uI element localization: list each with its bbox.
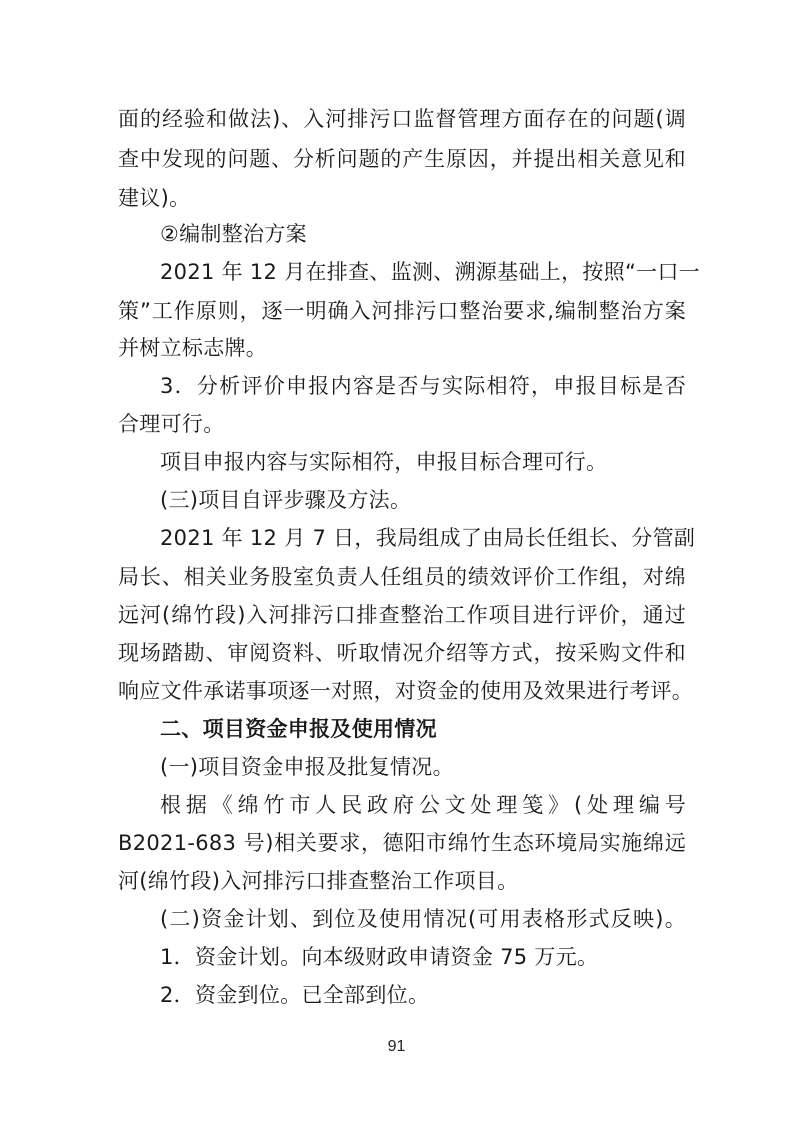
paragraph-line: 项目申报内容与实际相符，申报目标合理可行。 [160,450,608,474]
paragraph-line: 2021 年 12 月 7 日，我局组成了由局长任组长、分管副 [160,526,696,550]
paragraph-line: 现场踏勘、审阅资料、听取情况介绍等方式，按采购文件和 [118,641,686,665]
paragraph-line: 1．资金计划。向本级财政申请资金 75 万元。 [160,945,599,969]
page-number: 91 [387,1038,406,1055]
paragraph-line: 根据《绵竹市人民政府公文处理笺》(处理编号 [160,793,686,817]
paragraph-line: 2．资金到位。已全部到位。 [160,983,430,1007]
paragraph-line: 2021 年 12 月在排查、监测、溯源基础上，按照“一口一 [160,260,701,284]
chapter-heading: 二、项目资金申报及使用情况 [160,717,437,741]
paragraph-line: 并树立标志牌。 [118,336,268,360]
paragraph-line: 远河(绵竹段)入河排污口排查整治工作项目进行评价，通过 [118,603,686,627]
paragraph-line: 面的经验和做法)、入河排污口监督管理方面存在的问题(调 [118,107,686,131]
paragraph-line: 策”工作原则，逐一明确入河排污口整治要求,编制整治方案 [118,299,686,323]
paragraph-line: B2021-683 号)相关要求，德阳市绵竹生态环境局实施绵远 [118,831,686,855]
subsection-heading: ②编制整治方案 [160,222,307,246]
paragraph-line: 建议)。 [118,186,191,210]
paragraph-line: 河(绵竹段)入河排污口排查整治工作项目。 [118,869,519,893]
paragraph-line: 查中发现的问题、分析问题的产生原因，并提出相关意见和 [118,147,686,171]
section-heading: (三)项目自评步骤及方法。 [160,488,412,512]
section-heading: (二)资金计划、到位及使用情况(可用表格形式反映)。 [160,907,686,931]
section-heading: (一)项目资金申报及批复情况。 [160,755,454,779]
paragraph-line: 响应文件承诺事项逐一对照，对资金的使用及效果进行考评。 [118,679,694,703]
paragraph-line: 局长、相关业务股室负责人任组员的绩效评价工作组，对绵 [118,565,686,589]
paragraph-line: 3．分析评价申报内容是否与实际相符，申报目标是否 [160,374,686,398]
paragraph-line: 合理可行。 [118,412,225,436]
